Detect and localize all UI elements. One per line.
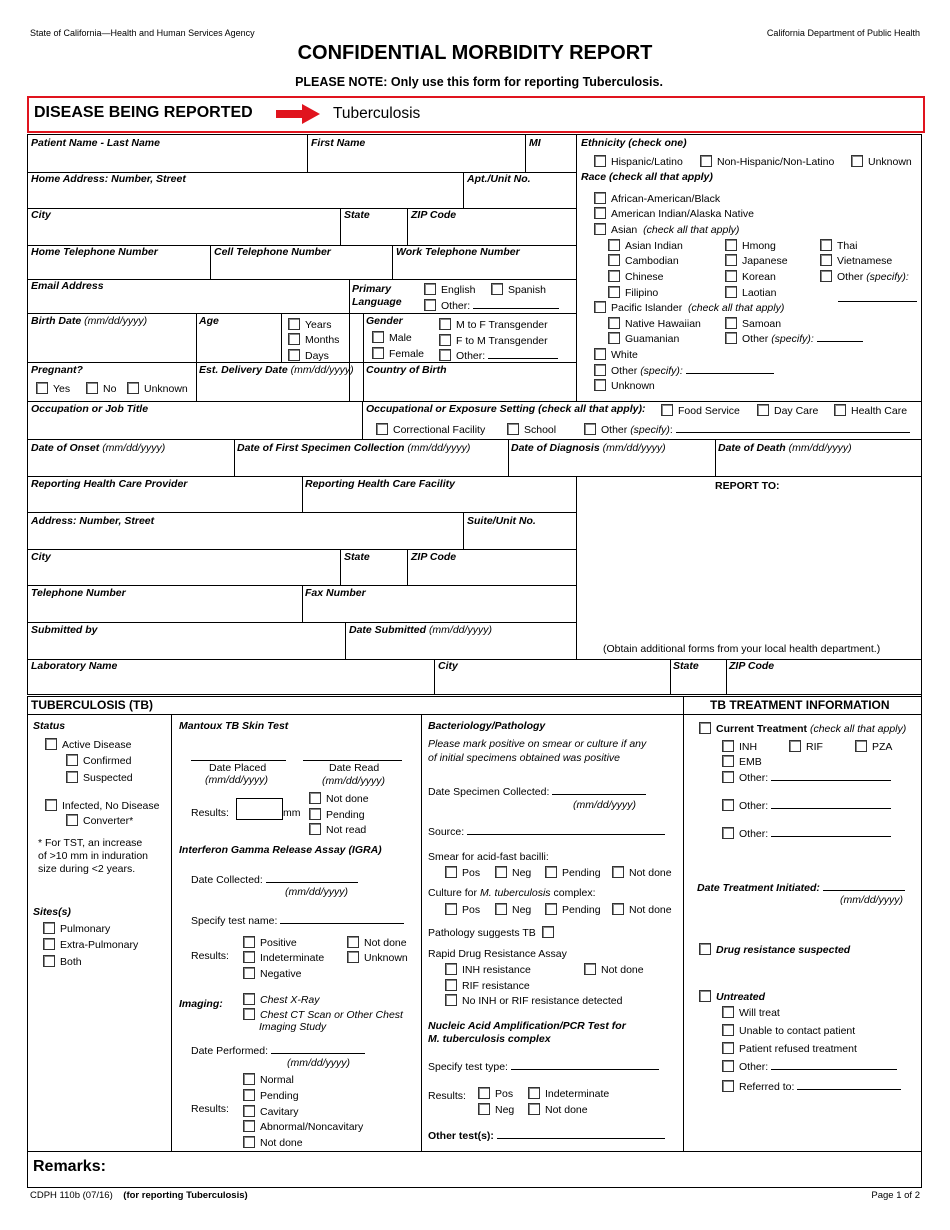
obtain-forms-note: (Obtain additional forms from your local health department.) bbox=[603, 643, 881, 655]
sites-label: Sites(s) bbox=[33, 906, 71, 918]
naa-neg-option[interactable]: Neg bbox=[478, 1103, 514, 1116]
mantoux-not-done-option[interactable]: Not done bbox=[309, 792, 369, 805]
checkbox-icon[interactable] bbox=[495, 903, 507, 915]
checkbox-icon[interactable] bbox=[612, 903, 624, 915]
smear-label: Smear for acid-fast bacilli: bbox=[428, 851, 549, 863]
facility-label: Reporting Health Care Facility bbox=[305, 478, 455, 490]
suspected-option[interactable]: Suspected bbox=[66, 771, 133, 784]
infected-option[interactable]: Infected, No Disease bbox=[45, 799, 159, 812]
lang-spanish-option[interactable]: Spanish bbox=[491, 283, 546, 296]
imaging-not-done-option[interactable]: Not done bbox=[243, 1136, 303, 1149]
specify-test-type: Specify test type: bbox=[428, 1060, 659, 1073]
mantoux-not-read-option[interactable]: Not read bbox=[309, 823, 366, 836]
treatment-other-3[interactable]: Other: bbox=[722, 827, 891, 840]
igra-specify-test: Specify test name: bbox=[191, 914, 404, 927]
source-field: Source: bbox=[428, 825, 665, 838]
department-name: California Department of Public Health bbox=[766, 28, 920, 38]
checkbox-icon[interactable] bbox=[445, 979, 457, 991]
checkbox-icon[interactable] bbox=[820, 270, 832, 282]
race-asian-option[interactable]: Asian (check all that apply) bbox=[594, 223, 739, 236]
untreated-option[interactable]: Untreated bbox=[699, 990, 765, 1003]
site-both-option[interactable]: Both bbox=[43, 955, 82, 968]
bacteriology-label: Bacteriology/Pathology bbox=[428, 720, 546, 732]
smear-pos-option[interactable]: Pos bbox=[445, 866, 480, 879]
checkbox-icon[interactable] bbox=[127, 382, 139, 394]
checkbox-icon[interactable] bbox=[820, 254, 832, 266]
submitted-by-label: Submitted by bbox=[31, 624, 98, 636]
untreated-other-option[interactable]: Other: bbox=[722, 1060, 897, 1073]
setting-food-option[interactable]: Food Service bbox=[661, 404, 740, 417]
checkbox-icon[interactable] bbox=[86, 382, 98, 394]
checkbox-icon[interactable] bbox=[243, 1089, 255, 1101]
checkbox-icon[interactable] bbox=[608, 332, 620, 344]
checkbox-icon[interactable] bbox=[855, 740, 867, 752]
rapid-not-done-option[interactable]: Not done bbox=[584, 963, 644, 976]
age-label: Age bbox=[199, 315, 219, 327]
pregnant-no-option[interactable]: No bbox=[86, 382, 116, 395]
imaging-abnormal-option[interactable]: Abnormal/Noncavitary bbox=[243, 1120, 363, 1133]
imaging-ct-line2: Imaging Study bbox=[259, 1021, 327, 1033]
race-korean-option[interactable]: Korean bbox=[725, 270, 776, 283]
checkbox-icon[interactable] bbox=[309, 808, 321, 820]
checkbox-icon[interactable] bbox=[45, 738, 57, 750]
naa-pos-option[interactable]: Pos bbox=[478, 1087, 513, 1100]
race-pacific-other-option[interactable]: Other (specify): bbox=[725, 332, 863, 345]
naa-label-1: Nucleic Acid Amplification/PCR Test for bbox=[428, 1020, 626, 1032]
checkbox-icon[interactable] bbox=[725, 286, 737, 298]
provider-city-label: City bbox=[31, 551, 51, 563]
checkbox-icon[interactable] bbox=[725, 254, 737, 266]
will-treat-option[interactable]: Will treat bbox=[722, 1006, 780, 1019]
checkbox-icon[interactable] bbox=[594, 223, 606, 235]
race-other-option[interactable]: Other (specify): bbox=[594, 364, 774, 377]
treatment-other-1[interactable]: Other: bbox=[722, 771, 891, 784]
checkbox-icon[interactable] bbox=[372, 331, 384, 343]
imaging-xray-option[interactable]: Chest X-Ray bbox=[243, 993, 320, 1006]
lab-zip-label: ZIP Code bbox=[729, 660, 775, 672]
provider-label: Reporting Health Care Provider bbox=[31, 478, 188, 490]
last-name-label: Patient Name - Last Name bbox=[31, 137, 160, 149]
checkbox-icon[interactable] bbox=[309, 823, 321, 835]
setting-correctional-option[interactable]: Correctional Facility bbox=[376, 423, 485, 436]
lang-english-option[interactable]: English bbox=[424, 283, 475, 296]
culture-pending-option[interactable]: Pending bbox=[545, 903, 601, 916]
race-thai-option[interactable]: Thai bbox=[820, 239, 857, 252]
date-initiated-format: (mm/dd/yyyy) bbox=[840, 894, 903, 906]
imaging-ct-option[interactable]: Chest CT Scan or Other Chest bbox=[243, 1008, 403, 1021]
checkbox-icon[interactable] bbox=[722, 1042, 734, 1054]
disease-box bbox=[27, 96, 925, 133]
provider-state-label: State bbox=[344, 551, 370, 563]
checkbox-icon[interactable] bbox=[43, 938, 55, 950]
remarks-input[interactable] bbox=[28, 1180, 920, 1187]
culture-pos-option[interactable]: Pos bbox=[445, 903, 480, 916]
language-label: Language bbox=[352, 296, 402, 308]
checkbox-icon[interactable] bbox=[789, 740, 801, 752]
apt-label: Apt./Unit No. bbox=[467, 173, 531, 185]
race-unknown-option[interactable]: Unknown bbox=[594, 379, 655, 392]
checkbox-icon[interactable] bbox=[725, 317, 737, 329]
checkbox-icon[interactable] bbox=[439, 349, 451, 361]
checkbox-icon[interactable] bbox=[612, 866, 624, 878]
checkbox-icon[interactable] bbox=[851, 155, 863, 167]
checkbox-icon[interactable] bbox=[608, 254, 620, 266]
checkbox-icon[interactable] bbox=[66, 814, 78, 826]
race-pacific-option[interactable]: Pacific Islander (check all that apply) bbox=[594, 301, 784, 314]
checkbox-icon[interactable] bbox=[699, 722, 711, 734]
gender-male-option[interactable]: Male bbox=[372, 331, 412, 344]
checkbox-icon[interactable] bbox=[725, 332, 737, 344]
checkbox-icon[interactable] bbox=[43, 955, 55, 967]
treatment-inh-option[interactable]: INH bbox=[722, 740, 757, 753]
checkbox-icon[interactable] bbox=[725, 239, 737, 251]
unable-contact-option[interactable]: Unable to contact patient bbox=[722, 1024, 855, 1037]
checkbox-icon[interactable] bbox=[608, 286, 620, 298]
smear-neg-option[interactable]: Neg bbox=[495, 866, 531, 879]
culture-not-done-option[interactable]: Not done bbox=[612, 903, 672, 916]
provider-address-label: Address: Number, Street bbox=[31, 515, 155, 527]
race-asian-indian-option[interactable]: Asian Indian bbox=[608, 239, 683, 252]
checkbox-icon[interactable] bbox=[243, 1008, 255, 1020]
igra-results-label: Results: bbox=[191, 950, 229, 962]
tb-section-title: TUBERCULOSIS (TB) bbox=[31, 698, 153, 712]
setting-other-option[interactable]: Other (specify): bbox=[584, 423, 910, 436]
fax-label: Fax Number bbox=[305, 587, 366, 599]
checkbox-icon[interactable] bbox=[608, 239, 620, 251]
checkbox-icon[interactable] bbox=[722, 1060, 734, 1072]
tst-note-2: of >10 mm in induration bbox=[38, 850, 149, 862]
date-specimen-format: (mm/dd/yyyy) bbox=[573, 799, 636, 811]
birth-date-label: Birth Date (mm/dd/yyyy) bbox=[31, 315, 148, 327]
checkbox-icon[interactable] bbox=[372, 347, 384, 359]
active-disease-option[interactable]: Active Disease bbox=[45, 738, 131, 751]
work-phone-label: Work Telephone Number bbox=[396, 246, 520, 258]
first-name-label: First Name bbox=[311, 137, 366, 149]
checkbox-icon[interactable] bbox=[722, 1080, 734, 1092]
checkbox-icon[interactable] bbox=[722, 771, 734, 783]
rif-resistance-option[interactable]: RIF resistance bbox=[445, 979, 530, 992]
checkbox-icon[interactable] bbox=[594, 348, 606, 360]
home-phone-label: Home Telephone Number bbox=[31, 246, 158, 258]
mantoux-results-label: Results: bbox=[191, 807, 229, 819]
checkbox-icon[interactable] bbox=[243, 1136, 255, 1148]
tb-treatment-title: TB TREATMENT INFORMATION bbox=[710, 698, 890, 712]
checkbox-icon[interactable] bbox=[478, 1103, 490, 1115]
date-read-format: (mm/dd/yyyy) bbox=[322, 775, 385, 787]
naa-not-done-option[interactable]: Not done bbox=[528, 1103, 588, 1116]
igra-unknown-option[interactable]: Unknown bbox=[347, 951, 408, 964]
date-specimen-collected: Date Specimen Collected: bbox=[428, 785, 646, 798]
imaging-pending-option[interactable]: Pending bbox=[243, 1089, 299, 1102]
checkbox-icon[interactable] bbox=[820, 239, 832, 251]
imaging-normal-option[interactable]: Normal bbox=[243, 1073, 294, 1086]
pregnant-label: Pregnant? bbox=[31, 364, 83, 376]
igra-indeterminate-option[interactable]: Indeterminate bbox=[243, 951, 324, 964]
date-placed-format: (mm/dd/yyyy) bbox=[205, 774, 268, 786]
checkbox-icon[interactable] bbox=[608, 270, 620, 282]
checkbox-icon[interactable] bbox=[439, 334, 451, 346]
pregnant-unknown-option[interactable]: Unknown bbox=[127, 382, 188, 395]
checkbox-icon[interactable] bbox=[725, 270, 737, 282]
race-guamanian-option[interactable]: Guamanian bbox=[608, 332, 679, 345]
checkbox-icon[interactable] bbox=[594, 379, 606, 391]
race-samoan-option[interactable]: Samoan bbox=[725, 317, 781, 330]
email-label: Email Address bbox=[31, 280, 104, 292]
checkbox-icon[interactable] bbox=[722, 755, 734, 767]
treatment-rif-option[interactable]: RIF bbox=[789, 740, 823, 753]
race-white-option[interactable]: White bbox=[594, 348, 638, 361]
race-chinese-option[interactable]: Chinese bbox=[608, 270, 664, 283]
gender-other-option[interactable]: Other: bbox=[439, 349, 558, 362]
checkbox-icon[interactable] bbox=[608, 317, 620, 329]
imaging-date-performed: Date Performed: bbox=[191, 1044, 365, 1057]
first-specimen-label: Date of First Specimen Collection (mm/dd/yyyy) bbox=[237, 442, 471, 454]
checkbox-icon[interactable] bbox=[594, 207, 606, 219]
checkbox-icon[interactable] bbox=[309, 792, 321, 804]
checkbox-icon[interactable] bbox=[288, 318, 300, 330]
checkbox-icon[interactable] bbox=[699, 943, 711, 955]
lab-state-label: State bbox=[673, 660, 699, 672]
treatment-pza-option[interactable]: PZA bbox=[855, 740, 892, 753]
rapid-assay-label: Rapid Drug Resistance Assay bbox=[428, 948, 567, 960]
smear-pending-option[interactable]: Pending bbox=[545, 866, 601, 879]
suite-label: Suite/Unit No. bbox=[467, 515, 536, 527]
checkbox-icon[interactable] bbox=[243, 936, 255, 948]
diagnosis-date-label: Date of Diagnosis (mm/dd/yyyy) bbox=[511, 442, 666, 454]
setting-healthcare-option[interactable]: Health Care bbox=[834, 404, 907, 417]
site-extra-option[interactable]: Extra-Pulmonary bbox=[43, 938, 138, 951]
checkbox-icon[interactable] bbox=[243, 1105, 255, 1117]
checkbox-icon[interactable] bbox=[594, 192, 606, 204]
naa-results-label: Results: bbox=[428, 1090, 466, 1102]
imaging-label: Imaging: bbox=[179, 998, 223, 1010]
checkbox-icon[interactable] bbox=[594, 155, 606, 167]
checkbox-icon[interactable] bbox=[545, 903, 557, 915]
date-placed-label: Date Placed bbox=[209, 762, 267, 774]
no-resistance-option[interactable]: No INH or RIF resistance detected bbox=[445, 994, 622, 1007]
checkbox-icon[interactable] bbox=[594, 364, 606, 376]
tst-note-3: size during <2 years. bbox=[38, 863, 136, 875]
checkbox-icon[interactable] bbox=[528, 1087, 540, 1099]
smear-not-done-option[interactable]: Not done bbox=[612, 866, 672, 879]
naa-label-2: M. tuberculosis complex bbox=[428, 1033, 551, 1045]
igra-date-format: (mm/dd/yyyy) bbox=[285, 886, 348, 898]
ethnicity-non-hispanic-option[interactable]: Non-Hispanic/Non-Latino bbox=[700, 155, 834, 168]
igra-negative-option[interactable]: Negative bbox=[243, 967, 301, 980]
checkbox-icon[interactable] bbox=[66, 771, 78, 783]
checkbox-icon[interactable] bbox=[542, 926, 554, 938]
ethnicity-unknown-option[interactable]: Unknown bbox=[851, 155, 912, 168]
setting-school-option[interactable]: School bbox=[507, 423, 556, 436]
delivery-date-label: Est. Delivery Date (mm/dd/yyyy) bbox=[199, 364, 354, 376]
igra-positive-option[interactable]: Positive bbox=[243, 936, 297, 949]
current-treatment-option[interactable]: Current Treatment (check all that apply) bbox=[699, 722, 906, 735]
checkbox-icon[interactable] bbox=[445, 994, 457, 1006]
checkbox-icon[interactable] bbox=[661, 404, 673, 416]
checkbox-icon[interactable] bbox=[757, 404, 769, 416]
checkbox-icon[interactable] bbox=[545, 866, 557, 878]
race-hmong-option[interactable]: Hmong bbox=[725, 239, 776, 252]
checkbox-icon[interactable] bbox=[347, 951, 359, 963]
other-tests-field: Other test(s): bbox=[428, 1129, 665, 1142]
checkbox-icon[interactable] bbox=[243, 993, 255, 1005]
gender-female-option[interactable]: Female bbox=[372, 347, 424, 360]
race-asian-other-option[interactable]: Other (specify): bbox=[820, 270, 909, 283]
race-vietnamese-option[interactable]: Vietnamese bbox=[820, 254, 892, 267]
checkbox-icon[interactable] bbox=[288, 349, 300, 361]
checkbox-icon[interactable] bbox=[424, 283, 436, 295]
imaging-date-format: (mm/dd/yyyy) bbox=[287, 1057, 350, 1069]
checkbox-icon[interactable] bbox=[722, 1006, 734, 1018]
death-date-label: Date of Death (mm/dd/yyyy) bbox=[718, 442, 852, 454]
race-hawaiian-option[interactable]: Native Hawaiian bbox=[608, 317, 701, 330]
race-filipino-option[interactable]: Filipino bbox=[608, 286, 658, 299]
checkbox-icon[interactable] bbox=[445, 866, 457, 878]
country-birth-label: Country of Birth bbox=[366, 364, 447, 376]
onset-date-label: Date of Onset (mm/dd/yyyy) bbox=[31, 442, 166, 454]
checkbox-icon[interactable] bbox=[43, 922, 55, 934]
red-arrow-icon bbox=[276, 104, 320, 124]
mantoux-label: Mantoux TB Skin Test bbox=[179, 720, 289, 732]
checkbox-icon[interactable] bbox=[700, 155, 712, 167]
gender-mtf-option[interactable]: M to F Transgender bbox=[439, 318, 548, 331]
igra-label: Interferon Gamma Release Assay (IGRA) bbox=[179, 844, 382, 856]
pregnant-yes-option[interactable]: Yes bbox=[36, 382, 70, 395]
disease-value[interactable]: Tuberculosis bbox=[333, 105, 421, 122]
site-pulmonary-option[interactable]: Pulmonary bbox=[43, 922, 110, 935]
bact-note-2: of initial specimens obtained was positive bbox=[428, 752, 621, 764]
cell-phone-label: Cell Telephone Number bbox=[214, 246, 331, 258]
age-days-option[interactable]: Days bbox=[288, 349, 329, 362]
age-months-option[interactable]: Months bbox=[288, 333, 339, 346]
checkbox-icon[interactable] bbox=[445, 903, 457, 915]
tst-note-1: * For TST, an increase bbox=[38, 837, 143, 849]
form-id: CDPH 110b (07/16) (for reporting Tuberculosis) bbox=[30, 1190, 248, 1201]
naa-indeterminate-option[interactable]: Indeterminate bbox=[528, 1087, 609, 1100]
race-laotian-option[interactable]: Laotian bbox=[725, 286, 776, 299]
checkbox-icon[interactable] bbox=[288, 333, 300, 345]
culture-label: Culture for M. tuberculosis complex: bbox=[428, 887, 596, 899]
state-label: State bbox=[344, 209, 370, 221]
race-japanese-option[interactable]: Japanese bbox=[725, 254, 788, 267]
referred-to-option[interactable]: Referred to: bbox=[722, 1080, 901, 1093]
treatment-emb-option[interactable]: EMB bbox=[722, 755, 762, 768]
mm-input[interactable] bbox=[236, 798, 283, 820]
checkbox-icon[interactable] bbox=[699, 990, 711, 1002]
race-cambodian-option[interactable]: Cambodian bbox=[608, 254, 679, 267]
checkbox-icon[interactable] bbox=[243, 1073, 255, 1085]
checkbox-icon[interactable] bbox=[722, 740, 734, 752]
report-to-label: REPORT TO: bbox=[715, 480, 780, 492]
checkbox-icon[interactable] bbox=[528, 1103, 540, 1115]
bact-note-1: Please mark positive on smear or culture if any bbox=[428, 738, 647, 750]
checkbox-icon[interactable] bbox=[243, 951, 255, 963]
primary-language-label: Primary bbox=[352, 283, 392, 295]
setting-daycare-option[interactable]: Day Care bbox=[757, 404, 818, 417]
page-number: Page 1 of 2 bbox=[871, 1190, 920, 1201]
lab-city-label: City bbox=[438, 660, 458, 672]
lab-name-label: Laboratory Name bbox=[31, 660, 118, 672]
drug-resistance-option[interactable]: Drug resistance suspected bbox=[699, 943, 850, 956]
date-initiated-label: Date Treatment Initiated: bbox=[697, 881, 905, 894]
remarks-label: Remarks: bbox=[33, 1158, 106, 1175]
checkbox-icon[interactable] bbox=[445, 963, 457, 975]
occupation-label: Occupation or Job Title bbox=[31, 403, 149, 415]
checkbox-icon[interactable] bbox=[439, 318, 451, 330]
checkbox-icon[interactable] bbox=[722, 827, 734, 839]
pathology-suggests-option[interactable]: Pathology suggests TB bbox=[428, 926, 559, 939]
culture-neg-option[interactable]: Neg bbox=[495, 903, 531, 916]
igra-not-done-option[interactable]: Not done bbox=[347, 936, 407, 949]
checkbox-icon[interactable] bbox=[491, 283, 503, 295]
date-submitted-label: Date Submitted (mm/dd/yyyy) bbox=[349, 624, 492, 636]
checkbox-icon[interactable] bbox=[478, 1087, 490, 1099]
checkbox-icon[interactable] bbox=[834, 404, 846, 416]
checkbox-icon[interactable] bbox=[66, 754, 78, 766]
checkbox-icon[interactable] bbox=[45, 799, 57, 811]
checkbox-icon[interactable] bbox=[584, 963, 596, 975]
checkbox-icon[interactable] bbox=[722, 799, 734, 811]
imaging-results-label: Results: bbox=[191, 1103, 229, 1115]
checkbox-icon[interactable] bbox=[594, 301, 606, 313]
checkbox-icon[interactable] bbox=[424, 299, 436, 311]
lang-other-option[interactable]: Other: bbox=[424, 299, 559, 312]
provider-zip-label: ZIP Code bbox=[411, 551, 457, 563]
date-read-label: Date Read bbox=[329, 762, 380, 774]
form-title: CONFIDENTIAL MORBIDITY REPORT bbox=[297, 42, 653, 64]
checkbox-icon[interactable] bbox=[347, 936, 359, 948]
confirmed-option[interactable]: Confirmed bbox=[66, 754, 131, 767]
checkbox-icon[interactable] bbox=[495, 866, 507, 878]
igra-date-collected: Date Collected: bbox=[191, 873, 358, 886]
treatment-other-2[interactable]: Other: bbox=[722, 799, 891, 812]
ethnicity-label: Ethnicity (check one) bbox=[581, 137, 687, 149]
checkbox-icon[interactable] bbox=[722, 1024, 734, 1036]
form-note: PLEASE NOTE: Only use this form for reporting Tuberculosis. bbox=[295, 75, 663, 89]
age-years-option[interactable]: Years bbox=[288, 318, 331, 331]
checkbox-icon[interactable] bbox=[243, 967, 255, 979]
agency-name: State of California—Health and Human Services Agency bbox=[30, 28, 255, 38]
zip-label: ZIP Code bbox=[411, 209, 457, 221]
race-american-indian-option[interactable]: American Indian/Alaska Native bbox=[594, 207, 754, 220]
checkbox-icon[interactable] bbox=[243, 1120, 255, 1132]
checkbox-icon[interactable] bbox=[376, 423, 388, 435]
home-address-label: Home Address: Number, Street bbox=[31, 173, 186, 185]
checkbox-icon[interactable] bbox=[584, 423, 596, 435]
checkbox-icon[interactable] bbox=[36, 382, 48, 394]
inh-resistance-option[interactable]: INH resistance bbox=[445, 963, 531, 976]
refused-treatment-option[interactable]: Patient refused treatment bbox=[722, 1042, 857, 1055]
gender-label: Gender bbox=[366, 315, 403, 327]
mantoux-pending-option[interactable]: Pending bbox=[309, 808, 365, 821]
exposure-setting-label: Occupational or Exposure Setting (check all that apply): bbox=[366, 403, 646, 415]
converter-option[interactable]: Converter* bbox=[66, 814, 133, 827]
mm-unit: mm bbox=[283, 807, 301, 819]
race-label: Race (check all that apply) bbox=[581, 171, 713, 183]
city-label: City bbox=[31, 209, 51, 221]
disease-label: DISEASE BEING REPORTED bbox=[34, 104, 253, 121]
status-label: Status bbox=[33, 720, 66, 732]
mi-label: MI bbox=[529, 137, 541, 149]
race-african-option[interactable]: African-American/Black bbox=[594, 192, 720, 205]
ethnicity-hispanic-option[interactable]: Hispanic/Latino bbox=[594, 155, 683, 168]
gender-ftm-option[interactable]: F to M Transgender bbox=[439, 334, 548, 347]
provider-phone-label: Telephone Number bbox=[31, 587, 126, 599]
checkbox-icon[interactable] bbox=[507, 423, 519, 435]
imaging-cavitary-option[interactable]: Cavitary bbox=[243, 1105, 299, 1118]
